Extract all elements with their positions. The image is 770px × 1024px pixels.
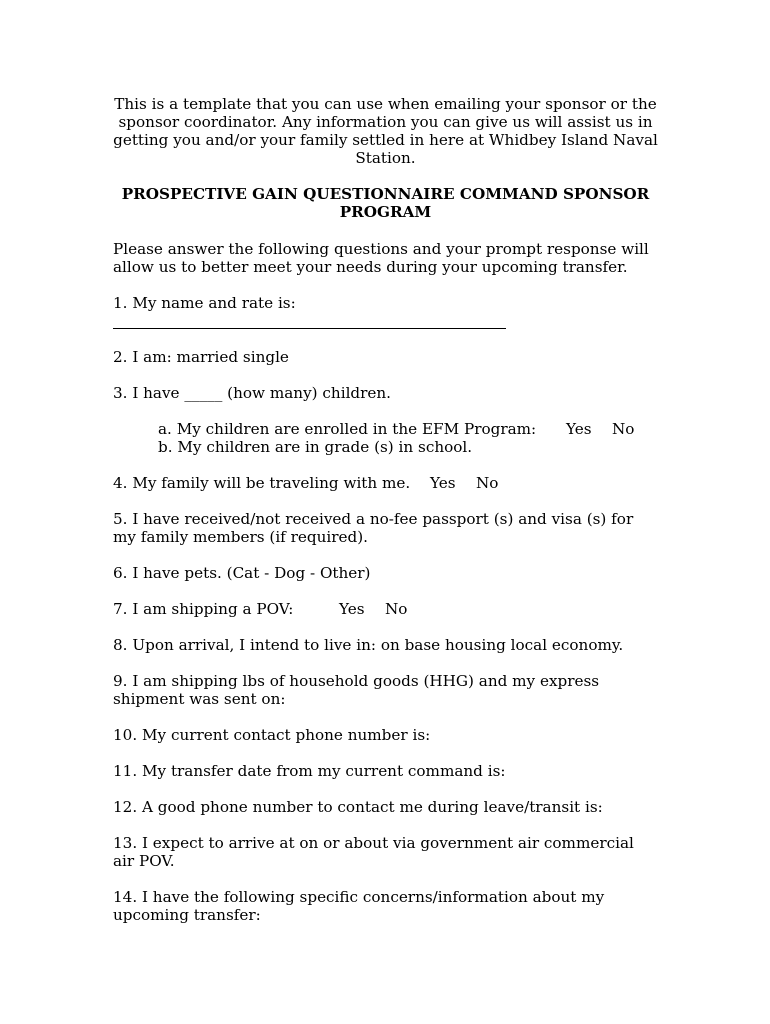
- question-11: 11. My transfer date from my current command is:: [113, 762, 506, 780]
- question-9: 9. I am shipping lbs of household goods (HHG) and my express shipment was sent on:: [113, 672, 600, 708]
- question-3b: b. My children are in grade (s) in school.: [158, 438, 473, 456]
- question-7-no-option: No: [385, 600, 408, 618]
- question-1: 1. My name and rate is:: [113, 294, 296, 312]
- question-14: 14. I have the following specific concerns/information about my upcoming transfer:: [113, 888, 605, 924]
- question-3a-yes-option: Yes: [566, 420, 592, 438]
- question-4-yes-option: Yes: [430, 474, 456, 492]
- question-3a: a. My children are enrolled in the EFM Program:: [158, 420, 537, 438]
- question-4: 4. My family will be traveling with me.: [113, 474, 411, 492]
- question-8: 8. Upon arrival, I intend to live in: on base housing local economy.: [113, 636, 624, 654]
- question-7-yes-option: Yes: [339, 600, 365, 618]
- question-7: 7. I am shipping a POV:: [113, 600, 294, 618]
- intro-paragraph: This is a template that you can use when emailing your sponsor or the sponsor coordinator. Any information you can give us will assist us in getting you and/or your family settled in here at Whidbey Island Naval Station.: [113, 95, 658, 167]
- instructions-paragraph: Please answer the following questions and your prompt response will allow us to better meet your needs during your upcoming transfer.: [113, 240, 649, 276]
- question-4-no-option: No: [476, 474, 499, 492]
- document-title: PROSPECTIVE GAIN QUESTIONNAIRE COMMAND SPONSOR PROGRAM: [121, 185, 650, 221]
- question-3: 3. I have _____ (how many) children.: [113, 384, 392, 402]
- question-3a-no-option: No: [612, 420, 635, 438]
- name-rate-answer-line: [113, 328, 506, 329]
- question-2: 2. I am: married single: [113, 348, 289, 366]
- question-5: 5. I have received/not received a no-fee passport (s) and visa (s) for my family members (if required).: [113, 510, 634, 546]
- question-12: 12. A good phone number to contact me during leave/transit is:: [113, 798, 603, 816]
- question-6: 6. I have pets. (Cat - Dog - Other): [113, 564, 371, 582]
- question-10: 10. My current contact phone number is:: [113, 726, 431, 744]
- question-13: 13. I expect to arrive at on or about via government air commercial air POV.: [113, 834, 634, 870]
